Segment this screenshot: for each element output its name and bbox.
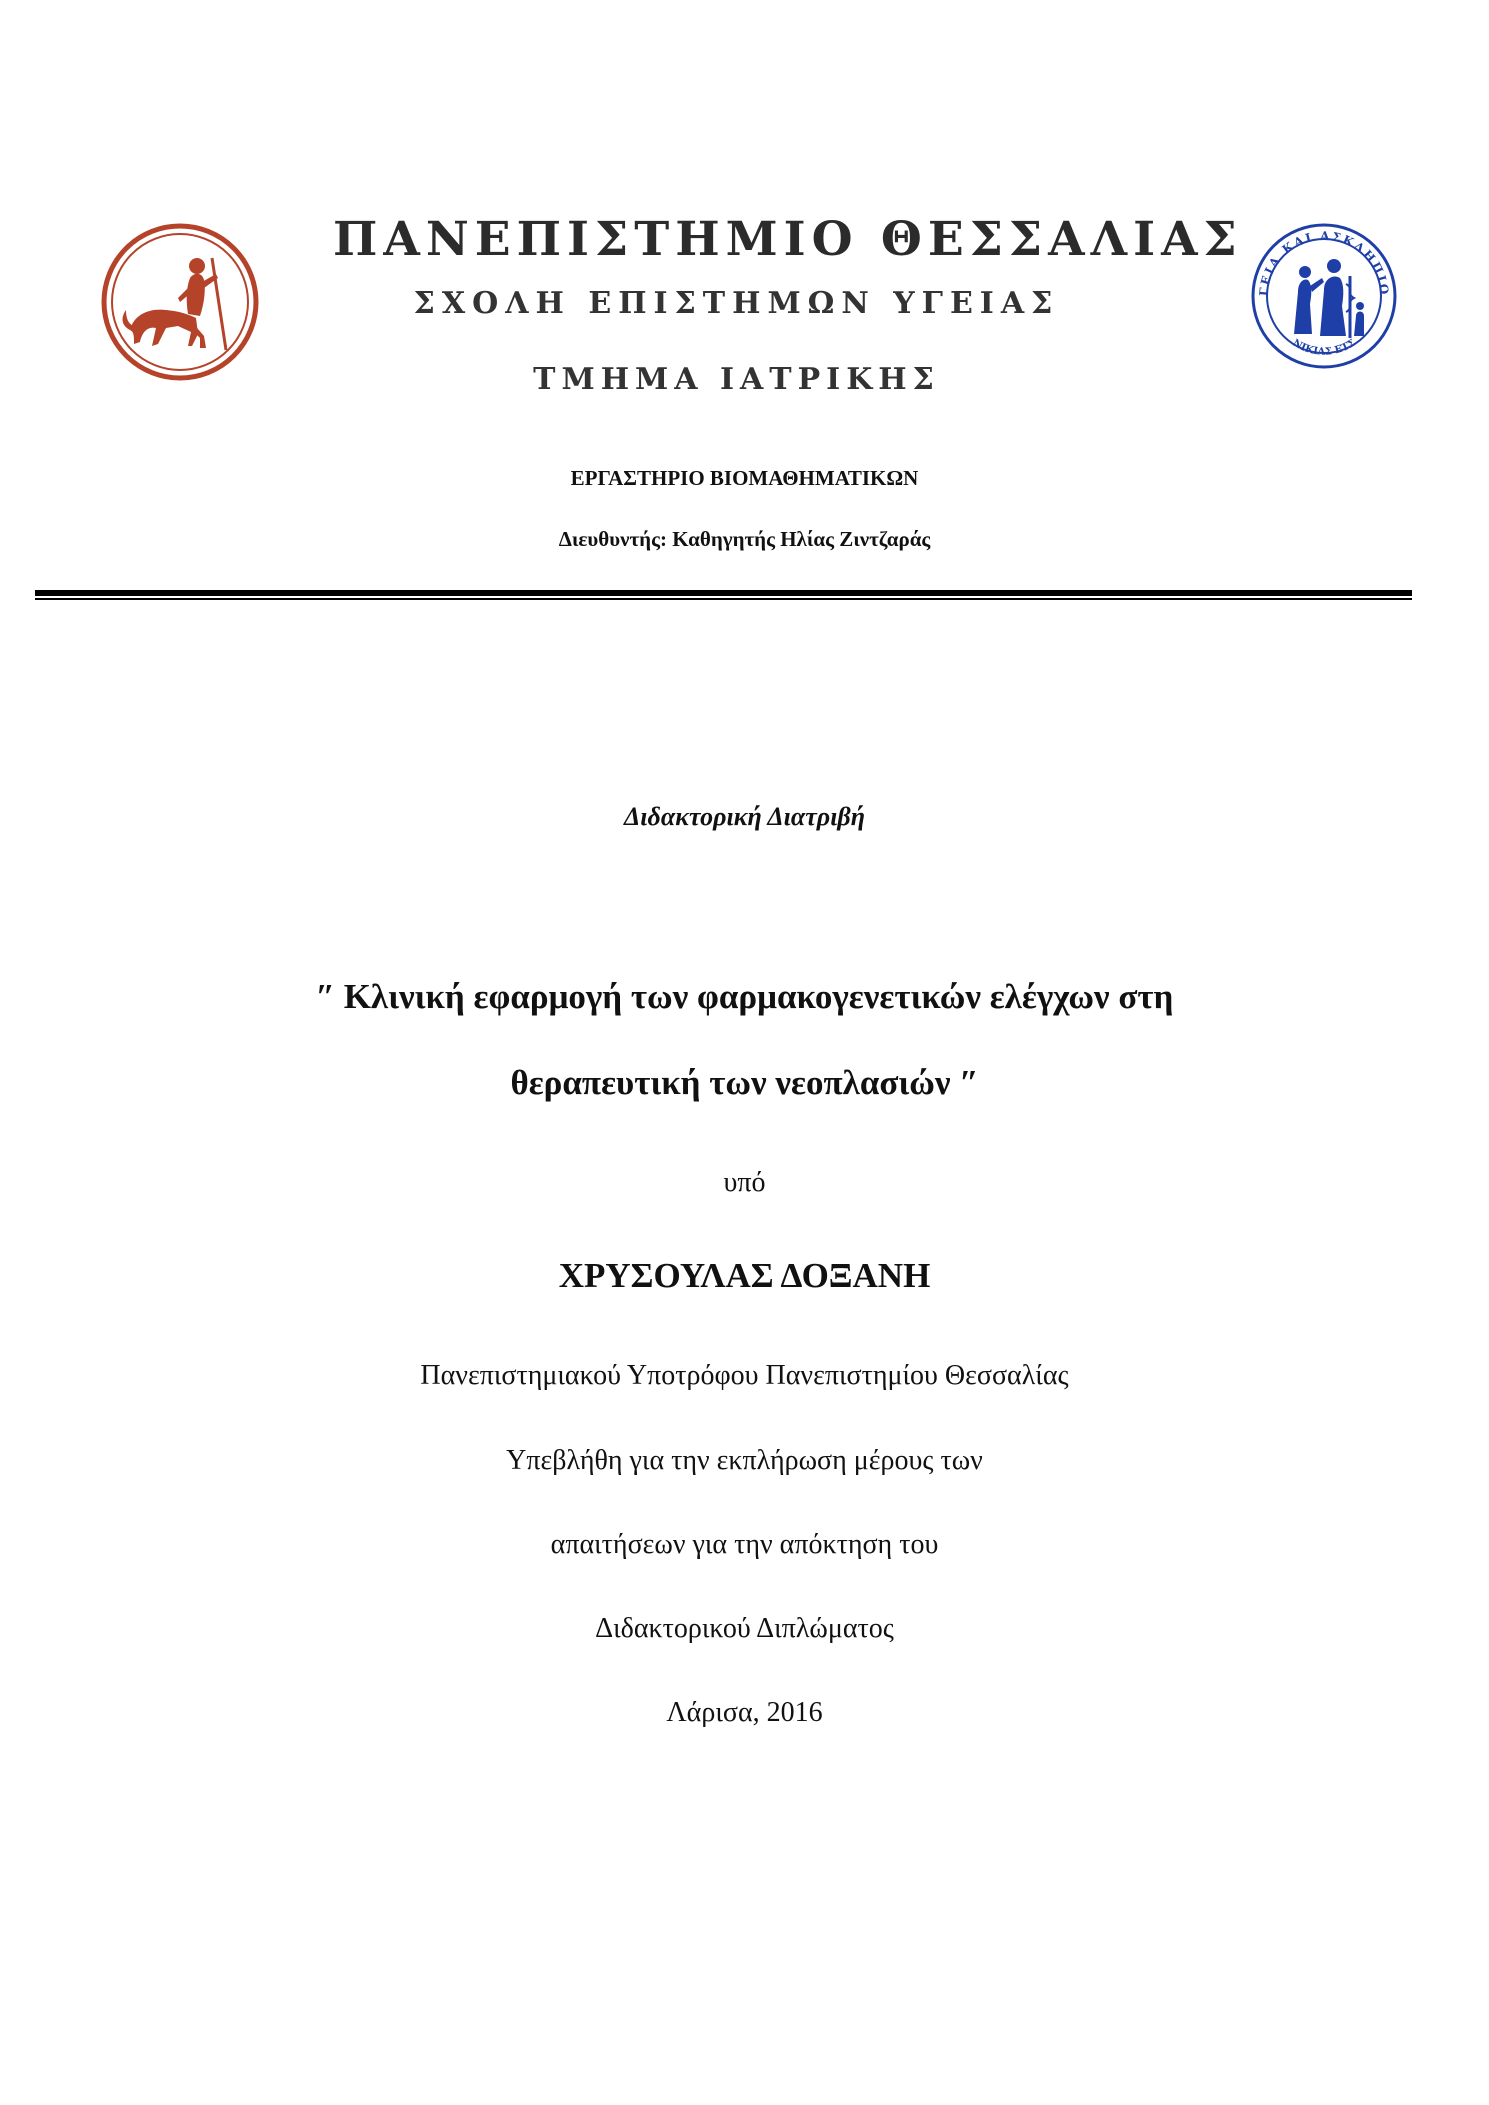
by-label: υπό bbox=[723, 1167, 766, 1198]
department-name: ΤΜΗΜΑ ΙΑΤΡΙΚΗΣ bbox=[533, 362, 940, 397]
medical-seal-icon bbox=[1250, 222, 1398, 370]
author-affiliation: Πανεπιστημιακού Υποτρόφου Πανεπιστημίου Θεσσαλίας bbox=[420, 1360, 1069, 1391]
lab-name: ΕΡΓΑΣΤΗΡΙΟ ΒΙΟΜΑΘΗΜΑΤΙΚΩΝ bbox=[570, 466, 919, 490]
header-divider-thin bbox=[35, 598, 1412, 600]
svg-text:ΥΓΕΙΑ ΚΑΙ ΑΣΚΛΗΠΙΟΣ bbox=[1250, 222, 1391, 297]
thesis-title-line-2: θεραπευτική των νεοπλασιών ″ bbox=[510, 1063, 979, 1102]
medical-school-logo bbox=[1250, 222, 1398, 370]
university-name: ΠΑΝΕΠΙΣΤΗΜΙΟ ΘΕΣΣΑΛΙΑΣ bbox=[333, 212, 1243, 267]
submission-line-1: Υπεβλήθη για την εκπλήρωση μέρους των bbox=[506, 1445, 983, 1476]
submission-line-2: απαιτήσεων για την απόκτηση του bbox=[550, 1529, 939, 1560]
thesis-type: Διδακτορική Διατριβή bbox=[623, 802, 866, 831]
centaur-seal-icon bbox=[100, 222, 260, 382]
university-logo bbox=[100, 222, 260, 382]
seal-top-text: ΓΕΙΑ ΚΑΙ ΑΣΚΛΗΠΙΟ bbox=[1256, 228, 1392, 297]
svg-text:ΝΙΚΙΑΣ ΕΤΣ bbox=[1291, 338, 1358, 358]
place-date: Λάρισα, 2016 bbox=[666, 1697, 823, 1728]
lab-director: Διευθυντής: Καθηγητής Ηλίας Ζιντζαράς bbox=[558, 527, 931, 551]
thesis-title-line-1: ″ Κλινική εφαρμογή των φαρμακογενετικών ελέγχων στη bbox=[315, 977, 1174, 1016]
header-divider bbox=[35, 590, 1412, 596]
author-name: ΧΡΥΣΟΥΛΑΣ ΔΟΞΑΝΗ bbox=[558, 1256, 931, 1295]
seal-bottom-text: ΝΙΚΙΑΣ ΕΤΣ bbox=[1290, 337, 1358, 358]
school-name: ΣΧΟΛΗ ΕΠΙΣΤΗΜΩΝ ΥΓΕΙΑΣ bbox=[413, 286, 1060, 321]
submission-line-3: Διδακτορικού Διπλώματος bbox=[595, 1613, 894, 1644]
